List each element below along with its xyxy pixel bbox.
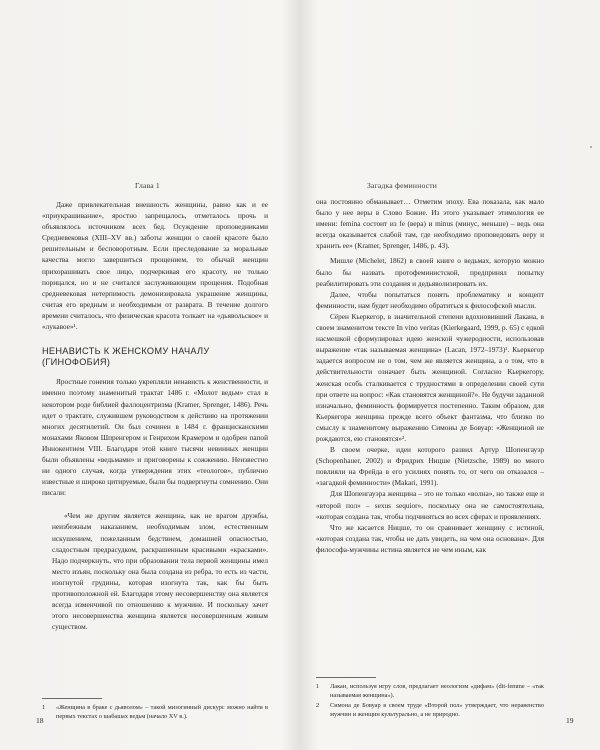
footnote <box>316 701 544 720</box>
paper-speck <box>590 146 592 148</box>
left-running-head: Глава 1 <box>135 181 160 190</box>
paragraph: Яростные гонения только укрепляли ненависть к женственности, и именно поэтому знаменитый трактат 1486 г. «Молот ведьм» стал в некотором роде библией фаллоцентризма (Kramer, Sprenger, 1486). Речь идет о трактате, служившем руководством к действию на протяжении многих десятилетий. Он был сочинен в 1484 г. францисканскими монахами Яковом Шпренгером и Генрихом Крамером и одобрен папой Иннокентием VIII. Благодаря этой книге тысячи невинных женщин были объявлены «ведьмами» и приговорены к сожжению. Неизвестно ни одного случая, когда утверждения этих «теологов», публично известные и широко цитируемые, были бы подвергнуты сомнению. Они писали: <box>42 377 268 498</box>
footnote-text: Симона де Бовуар в своем труде «Второй пол» утверждает, что неравенство мужчин и женщин культурально, а не природно. <box>330 701 544 719</box>
footnote-rule <box>42 698 102 699</box>
paragraph: Сёрен Кьеркегор, в значительной степени вдохновивший Лакана, в своем знаменитом тексте In vino veritas (Kierkegaard, 1999, p. 65) с едкой насмешкой сформулировал идею женской чужеродности, использовав выражение «так называемая женщина» (Lacan, 1972–1973)¹. Кьеркегор задается вопросом не о том, чем же является женщина, а о том, что в действительности означает быть женщиной. Согласно Кьеркегору, женская особь сталкивается с трудностями в определении своей сути при ответе на вопрос: «Как становятся женщиной?». Не будучи заданной изначально, феминность формируется постепенно. Таким образом, для Кьеркегора женщина прежде всего объект фантазма, что близко по смыслу к знаменитому выражению Симоны де Бовуар: «Женщиной не рождаются, ею становятся»². <box>316 311 544 443</box>
block-quote <box>52 510 268 632</box>
paragraph: Далее, чтобы попытаться понять проблематику и концепт феминности, нам будет необходимо обратиться к философской мысли. <box>316 289 544 310</box>
right-page <box>300 0 600 750</box>
footnote <box>42 703 268 722</box>
right-footnotes <box>316 677 544 720</box>
page-number-left: 18 <box>36 716 44 725</box>
footnote-number: 1 <box>316 683 320 690</box>
paragraph: Что же касается Ницше, то он сравнивает женщину с истиной, «которая создана так, чтобы не дать увидеть, на чем она основана». Для философа-мужчины истина является не чем иным, как <box>316 522 544 554</box>
right-text-block <box>316 196 544 555</box>
section-heading: НЕНАВИСТЬ К ЖЕНСКОМУ НАЧАЛУ (ГИНОФОБИЯ) <box>42 346 210 368</box>
paragraph: она постоянно обманывает… Отметим эпоху. Ева показала, как мало было у нее веры в Слово Божие. Из этого указывает этимология ее имени: femina состоит из fe (вера) и minus (минус, меньше) – ведь она всегда оказывается слабой там, где необходимо проповедовать веру и хранить ее» (Kramer, Sprenger, 1486, p. 43). <box>316 197 544 251</box>
paragraph: В своем очерке, идеи которого развил Артур Шопенгауэр (Schopenhauer, 2002) и Фридрих Ницше (Nietzsche, 1989) во много повлияли на Фрейда в его усилиях понять то, от чего он отказался – «загадкой феминности» (Makari, 1991). <box>316 445 544 488</box>
paragraph: Даже привлекательная внешность женщины, равно как и ее «приукрашивание», яростно запрещалось, отметалось прочь и объявлялось источником всех бед. Осуждение проповедниками Средневековья (XIII–XV вв.) заботы женщин о своей красоте было решительным и бесповоротным. Если преследование за моральные качества могло завершиться прощением, то обычай женщин прихорашивать свое лицо, подчеркивая его красоту, не только порицался, но и не считался заслуживающим прощения. Подобная средневековая нетерпимость демонизировала украшение женщины, считая его вредным и необходимым от разврата. В течение долгого времени считалось, что физическая красота толкает на «дьявольское» и «лукавое»¹. <box>42 200 268 332</box>
page-number-right: 19 <box>566 716 574 725</box>
footnote-text: Лакан, используя игру слов, предлагает неологизм «дифам» (dit-femme – «так называемая женщина»). <box>330 683 544 700</box>
left-text-block <box>42 199 268 632</box>
right-running-head: Загадка феминности <box>367 181 437 190</box>
left-footnotes <box>42 698 268 722</box>
footnote-number: 1 <box>42 704 46 711</box>
footnote <box>316 682 544 701</box>
paragraph: Мишле (Michelet, 1862) в своей книге о ведьмах, которую можно было бы назвать протофеминистской, предпринял попытку реабилитировать эти создания и дедьяволизировать их. <box>316 256 544 288</box>
footnote-text: «Женщина в браке с дьяволом» – такой мизогинный дискурс можно найти в первых текстах о шабашах ведьм (начало XV в.). <box>56 704 268 721</box>
footnote-number: 2 <box>316 701 320 709</box>
footnote-rule <box>316 677 376 678</box>
paragraph: Для Шопенгауэра женщина – это не только «волна», но также еще и «второй пол» – sexus sequior», поскольку она не самостоятельна, «которая создана так, чтобы подчиняться во всех сферах и проявлениях. <box>316 489 544 521</box>
quote-paragraph: «Чем же другим является женщина, как не врагом дружбы, неизбежным наказанием, необходимым злом, естественным искушением, пожеланным бедствием, домашней опасностью, сладостным предрасудком, раскрашенным красивыми «красками». Надо подчеркнуть, что при образовании тела первой женщины имел место изъян, поскольку она была создана из ребра, то есть из части, изогнутой грудины, которая изогнута так, как бы быть противоположной ей. Благодаря этому несовершенству она является всегда изменчивой по отношению к мужчине. И поскольку зачет этого несовершенства женщина является несовершенным живым существом. <box>52 511 268 632</box>
